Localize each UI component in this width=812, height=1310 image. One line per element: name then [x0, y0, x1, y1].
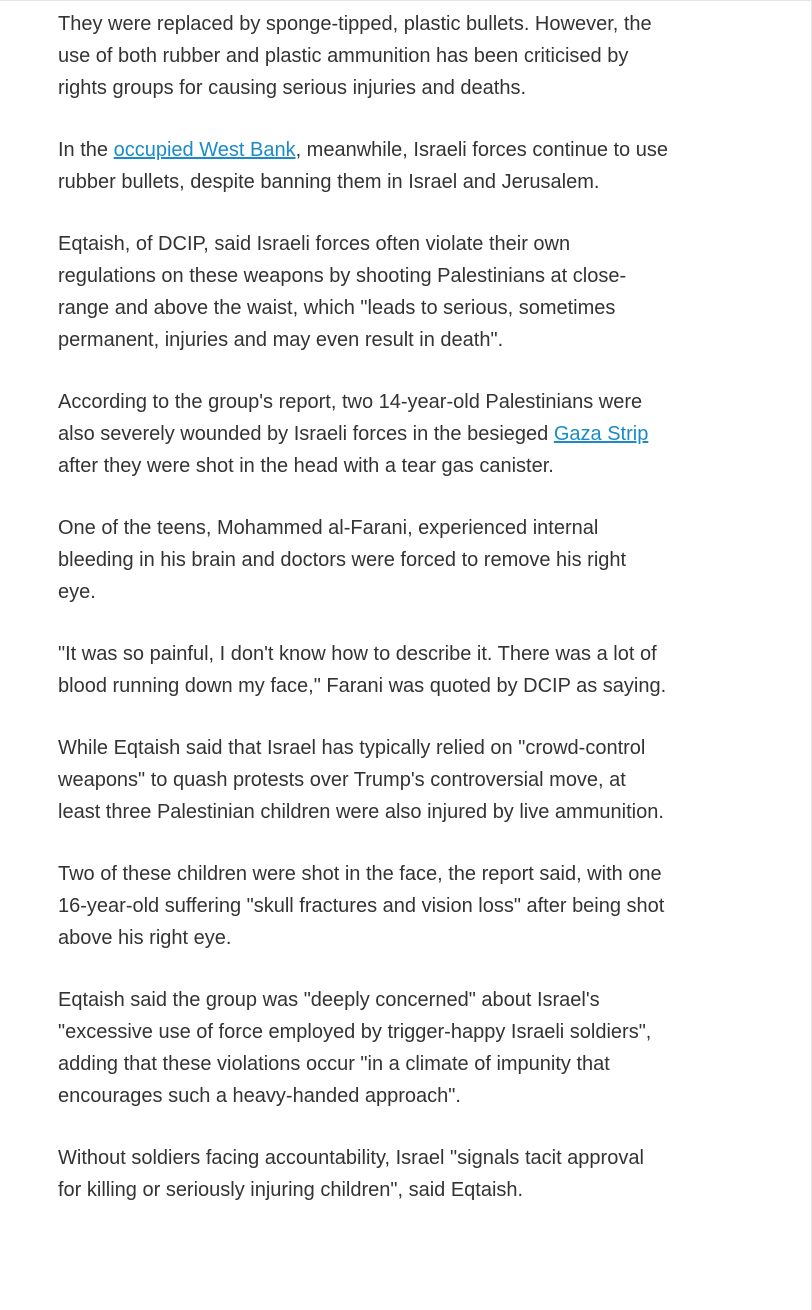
paragraph-9: Eqtaish said the group was "deeply concerned" about Israel's "excessive use of force employed by trigger-happy Israeli soldiers", adding that these violations occur "in a climate of impunity that encourages such a heavy-handed approach".: [58, 989, 652, 1107]
paragraph-2-text-after: , meanwhile, Israeli forces continue to use rubber bullets, despite banning them in Israel and Jerusalem.: [58, 139, 668, 193]
paragraph-4-text-before: According to the group's report, two 14-year-old Palestinians were also severely wounded by Israeli forces in the besieged: [58, 391, 643, 445]
paragraph-3: Eqtaish, of DCIP, said Israeli forces often violate their own regulations on these weapons by shooting Palestinians at close-range and above the waist, which "leads to serious, sometimes permanent, injuries and may even result in death".: [58, 233, 627, 351]
paragraph-10: Without soldiers facing accountability, Israel "signals tacit approval for killing or seriously injuring children", said Eqtaish.: [58, 1147, 644, 1201]
article-body: [58, 8, 668, 1236]
link-gaza-strip[interactable]: Gaza Strip: [553, 423, 649, 445]
link-occupied-west-bank[interactable]: occupied West Bank: [113, 139, 296, 161]
paragraph-8: Two of these children were shot in the face, the report said, with one 16-year-old suffering "skull fractures and vision loss" after being shot above his right eye.: [58, 863, 665, 949]
top-border: [0, 0, 812, 1]
paragraph-1: They were replaced by sponge-tipped, plastic bullets. However, the use of both rubber and plastic ammunition has been criticised by rights groups for causing serious injuries and deaths.: [58, 13, 652, 99]
paragraph-6: "It was so painful, I don't know how to describe it. There was a lot of blood running down my face," Farani was quoted by DCIP as saying.: [58, 643, 667, 697]
paragraph-4-text-after: after they were shot in the head with a tear gas canister.: [58, 455, 554, 477]
paragraph-2: [58, 134, 668, 198]
paragraph-2-text-before: In the: [58, 139, 114, 161]
paragraph-4: [58, 386, 668, 482]
paragraph-5: One of the teens, Mohammed al-Farani, experienced internal bleeding in his brain and doctors were forced to remove his right eye.: [58, 517, 627, 603]
paragraph-7: While Eqtaish said that Israel has typically relied on "crowd-control weapons" to quash protests over Trump's controversial move, at least three Palestinian children were also injured by live ammunition.: [58, 737, 664, 823]
